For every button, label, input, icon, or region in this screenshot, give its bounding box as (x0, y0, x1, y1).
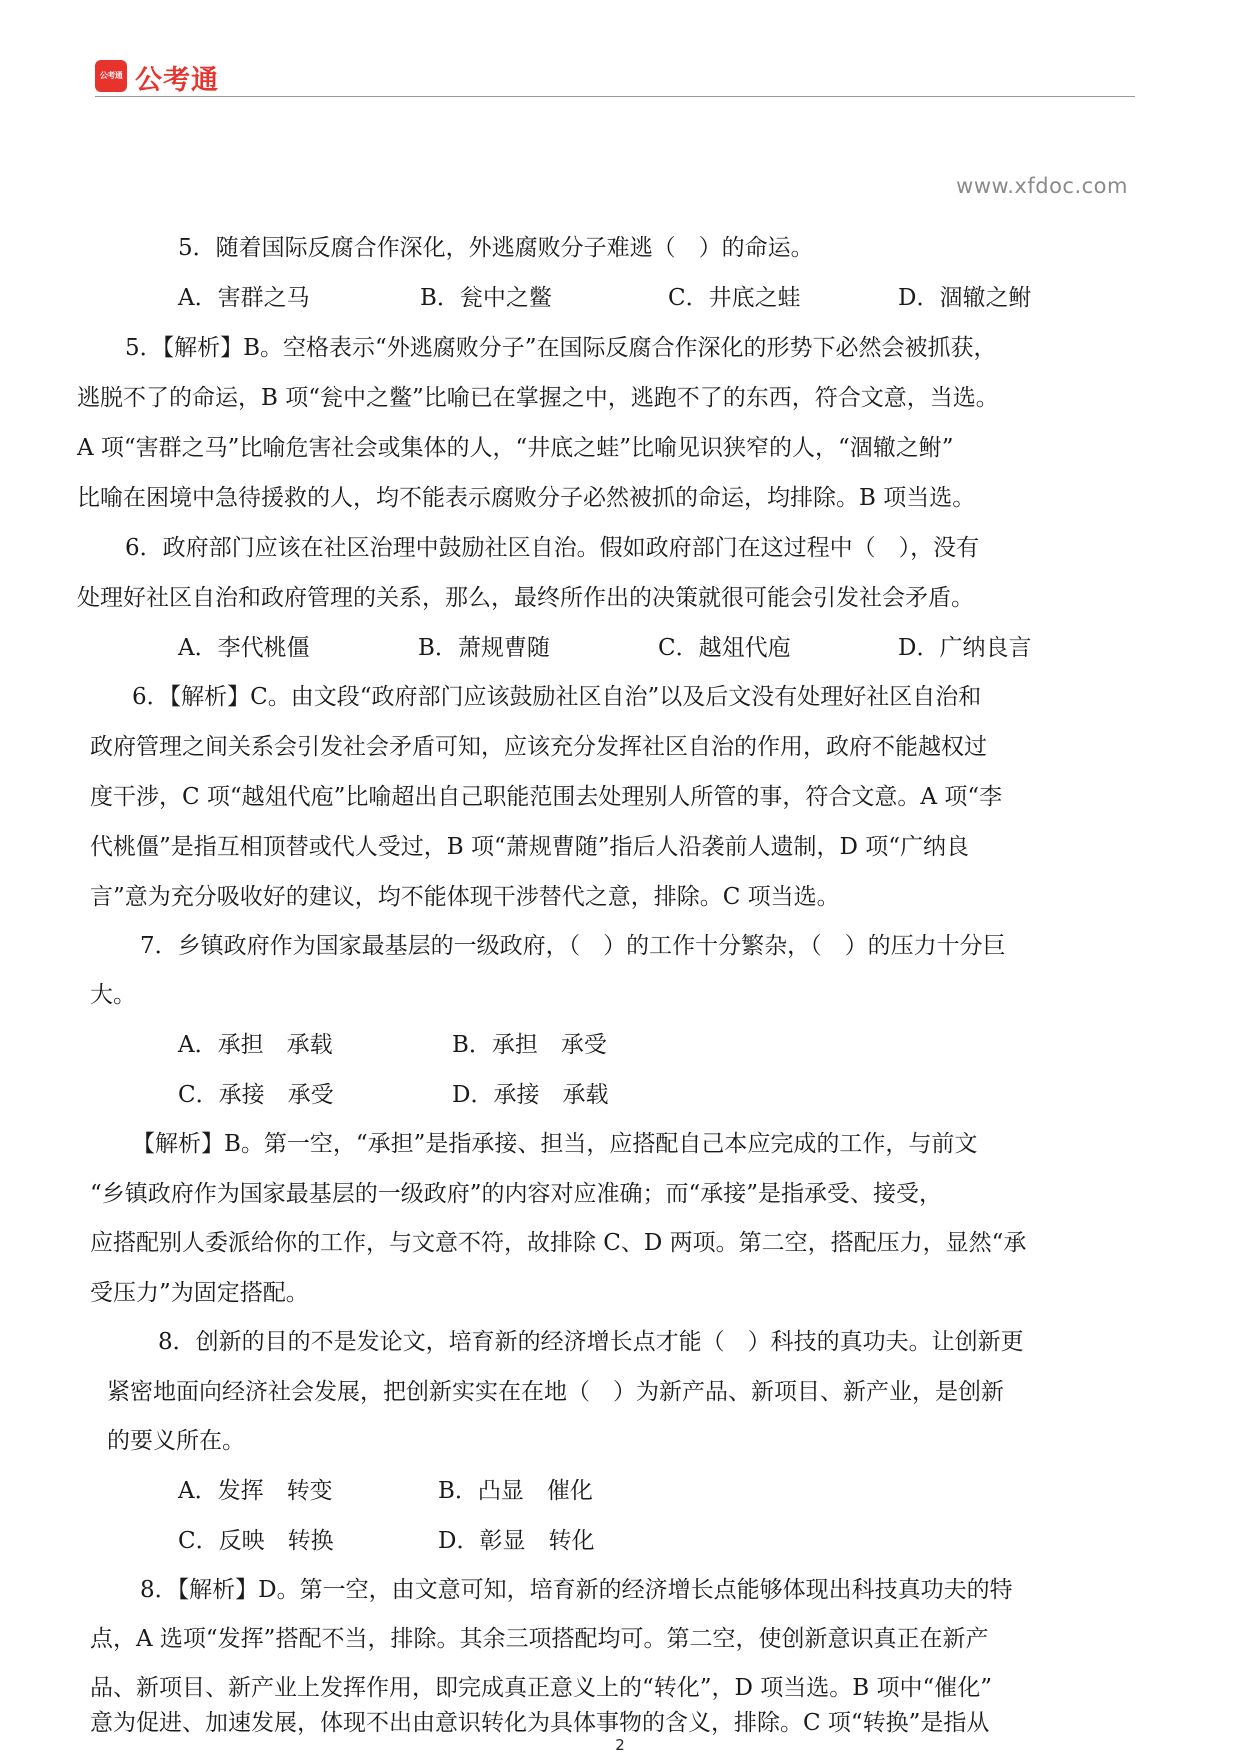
q6-option-b: B．萧规曹随 (418, 635, 550, 661)
q6-option-c: C．越俎代庖 (658, 635, 791, 661)
q6-stem-line: 6．政府部门应该在社区治理中鼓励社区自治。假如政府部门在这过程中（ ），没有 (125, 535, 980, 561)
q8-option-a: A．发挥 转变 (178, 1478, 333, 1504)
q6-analysis-line: 政府管理之间关系会引发社会矛盾可知，应该充分发挥社区自治的作用，政府不能越权过 (90, 734, 987, 760)
q7-option-a: A．承担 承载 (178, 1032, 333, 1058)
q7-stem-line: 7．乡镇政府作为国家最基层的一级政府，（ ）的工作十分繁杂，（ ）的压力十分巨 (140, 933, 1006, 959)
q8-analysis-line: 意为促进、加速发展，体现不出由意识转化为具体事物的含义，排除。C 项“转换”是指从 (90, 1710, 990, 1736)
logo-badge-icon: 公考通 (95, 60, 127, 92)
q7-option-c: C．承接 承受 (178, 1082, 334, 1108)
header-divider (95, 96, 1135, 97)
q8-analysis-line: 8．【解析】D。第一空，由文意可知，培育新的经济增长点能够体现出科技真功夫的特 (140, 1577, 1013, 1603)
q8-stem-line: 8．创新的目的不是发论文，培育新的经济增长点才能（ ）科技的真功夫。让创新更 (158, 1329, 1024, 1355)
page-number: 2 (615, 1736, 625, 1754)
q5-option-c: C．井底之蛙 (668, 285, 801, 311)
q7-stem-line: 大。 (90, 982, 136, 1008)
q8-stem-line: 紧密地面向经济社会发展，把创新实实在在地（ ）为新产品、新项目、新产业，是创新 (107, 1379, 1004, 1405)
q8-analysis-line: 点，A 选项“发挥”搭配不当，排除。其余三项搭配均可。第二空，使创新意识真正在新产 (90, 1626, 989, 1652)
q5-analysis-line: 5．【解析】B。空格表示“外逃腐败分子”在国际反腐合作深化的形势下必然会被抓获， (125, 335, 997, 361)
q6-analysis-line: 代桃僵”是指互相顶替或代人受过，B 项“萧规曹随”指后人沿袭前人遗制，D 项“广纳良 (90, 834, 969, 860)
logo-text: 公考通 (135, 65, 219, 96)
q5-analysis-line: 比喻在困境中急待援救的人，均不能表示腐败分子必然被抓的命运，均排除。B 项当选。 (77, 485, 976, 511)
q7-analysis-line: “乡镇政府作为国家最基层的一级政府”的内容对应准确；而“承接”是指承受、接受， (90, 1181, 943, 1207)
q7-analysis-line: 应搭配别人委派给你的工作，与文意不符，故排除 C、D 两项。第二空，搭配压力，显然“承 (90, 1230, 1027, 1256)
q7-option-b: B．承担 承受 (452, 1032, 607, 1058)
q5-option-a: A．害群之马 (178, 285, 310, 311)
q6-analysis-line: 6．【解析】C。由文段“政府部门应该鼓励社区自治”以及后文没有处理好社区自治和 (132, 684, 982, 710)
q7-analysis-line: 【解析】B。第一空，“承担”是指承接、担当，应搭配自己本应完成的工作，与前文 (132, 1131, 978, 1157)
q8-option-b: B．凸显 催化 (438, 1478, 593, 1504)
q6-analysis-line: 度干涉，C 项“越俎代庖”比喻超出自己职能范围去处理别人所管的事，符合文意。A 项“李 (90, 784, 1003, 810)
q5-stem: 5．随着国际反腐合作深化，外逃腐败分子难逃（ ）的命运。 (178, 235, 814, 261)
q8-option-c: C．反映 转换 (178, 1528, 334, 1554)
q5-option-d: D．涸辙之鲋 (898, 285, 1032, 311)
q5-option-b: B．瓮中之鳖 (420, 285, 552, 311)
document-header (95, 60, 1135, 100)
q8-option-d: D．彰显 转化 (438, 1528, 595, 1554)
site-url: www.xfdoc.com (956, 174, 1128, 198)
q7-option-d: D．承接 承载 (452, 1082, 609, 1108)
q6-stem-line: 处理好社区自治和政府管理的关系，那么，最终所作出的决策就很可能会引发社会矛盾。 (77, 585, 974, 611)
q8-analysis-line: 品、新项目、新产业上发挥作用，即完成真正意义上的“转化”，D 项当选。B 项中“催化” (90, 1675, 992, 1701)
q5-analysis-line: A 项“害群之马”比喻危害社会或集体的人，“井底之蛙”比喻见识狭窄的人，“涸辙之鲋” (77, 435, 954, 461)
q7-analysis-line: 受压力”为固定搭配。 (90, 1280, 309, 1306)
q5-analysis-line: 逃脱不了的命运，B 项“瓮中之鳖”比喻已在掌握之中，逃跑不了的东西，符合文意，当选。 (77, 385, 999, 411)
q6-option-a: A．李代桃僵 (178, 635, 310, 661)
q6-option-d: D．广纳良言 (898, 635, 1032, 661)
q8-stem-line: 的要义所在。 (107, 1428, 245, 1454)
q6-analysis-line: 言”意为充分吸收好的建议，均不能体现干涉替代之意，排除。C 项当选。 (90, 884, 840, 910)
